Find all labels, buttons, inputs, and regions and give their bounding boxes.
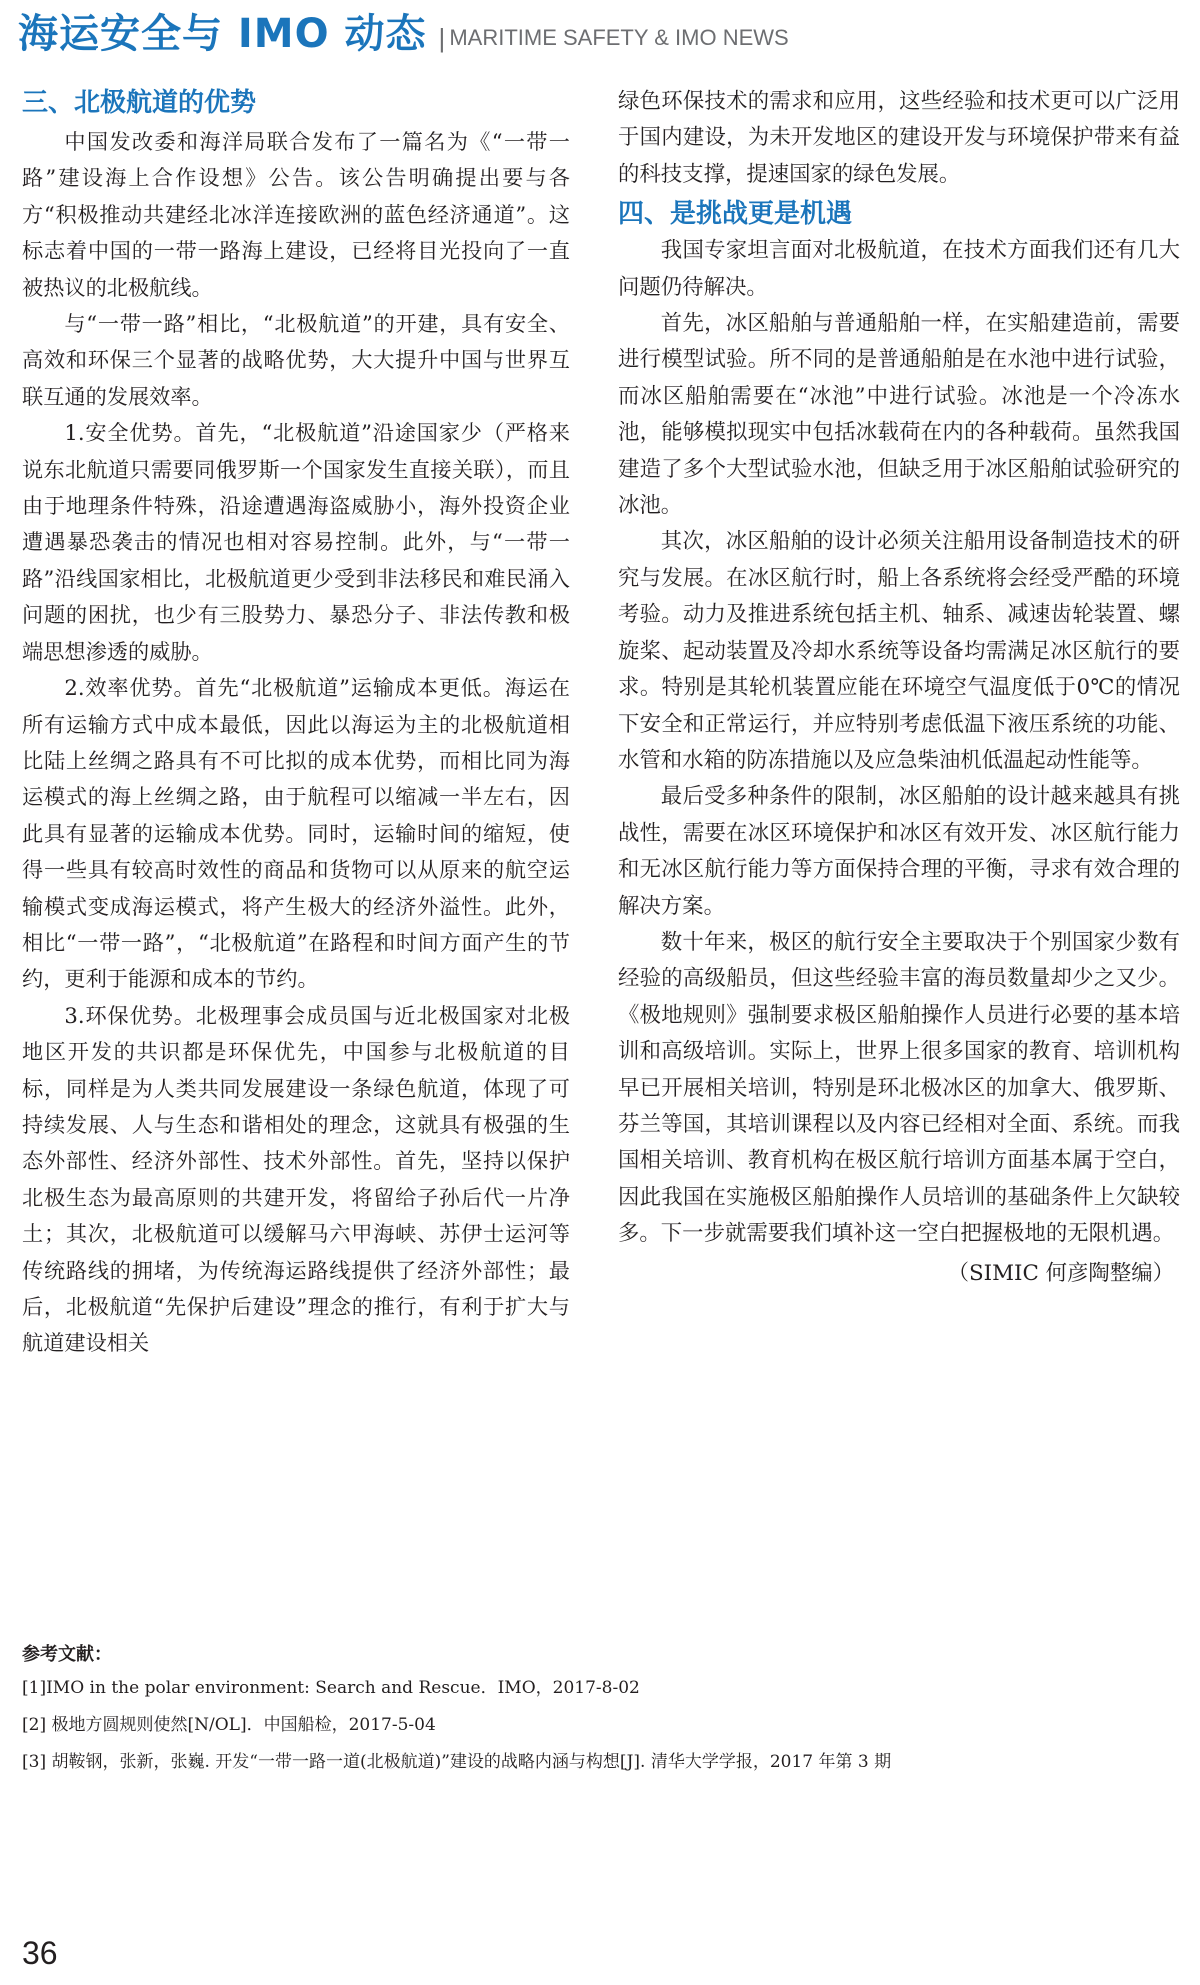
paragraph: 首先，冰区船舶与普通船舶一样，在实船建造前，需要进行模型试验。所不同的是普通船舶是在水池中进行试验，而冰区船舶需要在“冰池”中进行试验。冰池是一个冷冻水池，能够模拟现实中包括冰载荷在内的各种载荷。虽然我国建造了多个大型试验水池，但缺乏用于冰区船舶试验研究的冰池。: [618, 311, 1180, 519]
paragraph-safety-advantage: 1.安全优势。首先，“北极航道”沿途国家少（严格来说东北航道只需要同俄罗斯一个国家发生直接关联），而且由于地理条件特殊，沿途遭遇海盗威胁小，海外投资企业遭遇暴恐袭击的情况也相对容易控制。此外，与“一带一路”沿线国家相比，北极航道更少受到非法移民和难民涌入问题的困扰，也少有三股势力、暴恐分子、非法传教和极端思想渗透的威胁。: [22, 420, 570, 664]
heading-challenge-opportunity: 四、是挑战更是机遇: [618, 199, 853, 230]
paragraph-continued: 绿色环保技术的需求和应用，这些经验和技术更可以广泛用于国内建设，为未开发地区的建设开发与环境保护带来有益的科技支撑，提速国家的绿色发展。: [618, 89, 1180, 187]
paragraph: 最后受多种条件的限制，冰区船舶的设计越来越具有挑战性，需要在冰区环境保护和冰区有效开发、冰区航行能力和无冰区航行能力等方面保持合理的平衡，寻求有效合理的解决方案。: [618, 784, 1180, 919]
paragraph: 中国发改委和海洋局联合发布了一篇名为《“一带一路”建设海上合作设想》公告。该公告明确提出要与各方“积极推动共建经北冰洋连接欧洲的蓝色经济通道”。这标志着中国的一带一路海上建设，已经将目光投向了一直被热议的北极航线。: [22, 129, 570, 300]
paragraph: 数十年来，极区的航行安全主要取决于个别国家少数有经验的高级船员，但这些经验丰富的海员数量却少之又少。《极地规则》强制要求极区船舶操作人员进行必要的基本培训和高级培训。实际上，世界上很多国家的教育、培训机构早已开展相关培训，特别是环北极冰区的加拿大、俄罗斯、芬兰等国，其培训课程以及内容已经相对全面、系统。而我国相关培训、教育机构在极区航行培训方面基本属于空白，因此我国在实施极区船舶操作人员培训的基础条件上欠缺较多。下一步就需要我们填补这一空白把握极地的无限机遇。: [618, 929, 1180, 1247]
paragraph: 其次，冰区船舶的设计必须关注船用设备制造技术的研究与发展。在冰区航行时，船上各系统将会经受严酷的环境考验。动力及推进系统包括主机、轴系、减速齿轮装置、螺旋桨、起动装置及冷却水系统等设备均需满足冰区航行的要求。特别是其轮机装置应能在环境空气温度低于0℃的情况下安全和正常运行，并应特别考虑低温下液压系统的功能、水管和水箱的防冻措施以及应急柴油机低温起动性能等。: [618, 529, 1180, 773]
section-title-zh: 海运安全与 IMO 动态: [18, 11, 427, 57]
page-number: 36: [22, 1935, 58, 1971]
paragraph-environment-advantage: 3.环保优势。北极理事会成员国与近北极国家对北极地区开发的共识都是环保优先，中国参与北极航道的目标，同样是为人类共同发展建设一条绿色航道，体现了可持续发展、人与生态和谐相处的理念，这就具有极强的生态外部性、经济外部性、技术外部性。首先，坚持以保护北极生态为最高原则的共建开发，将留给子孙后代一片净土；其次，北极航道可以缓解马六甲海峡、苏伊士运河等传统路线的拥堵，为传统海运路线提供了经济外部性；最后，北极航道“先保护后建设”理念的推行，有利于扩大与航道建设相关: [22, 1002, 570, 1356]
right-column: [618, 84, 1180, 1291]
references: [22, 1640, 1182, 1781]
left-column: [22, 84, 570, 1362]
reference-item: [3] 胡鞍钢，张新，张巍. 开发“一带一路一道(北极航道)”建设的战略内涵与构想[J]. 清华大学学报，2017 年第 3 期: [22, 1752, 892, 1772]
paragraph: 与“一带一路”相比，“北极航道”的开建，具有安全、高效和环保三个显著的战略优势，大大提升中国与世界互联互通的发展效率。: [22, 311, 570, 409]
title-separator: |: [438, 23, 446, 53]
section-title-en: MARITIME SAFETY & IMO NEWS: [449, 25, 789, 50]
paragraph: 我国专家坦言面对北极航道，在技术方面我们还有几大问题仍待解决。: [618, 238, 1180, 300]
references-title: 参考文献：: [22, 1644, 112, 1665]
paragraph-efficiency-advantage: 2.效率优势。首先“北极航道”运输成本更低。海运在所有运输方式中成本最低，因此以海运为主的北极航道相比陆上丝绸之路具有不可比拟的成本优势，而相比同为海运模式的海上丝绸之路，由于航程可以缩减一半左右，因此具有显著的运输成本优势。同时，运输时间的缩短，使得一些具有较高时效性的商品和货物可以从原来的航空运输模式变成海运模式，将产生极大的经济外溢性。此外，相比“一带一路”，“北极航道”在路程和时间方面产生的节约，更利于能源和成本的节约。: [22, 675, 570, 992]
heading-arctic-advantages: 三、北极航道的优势: [22, 88, 257, 118]
reference-item: [2] 极地方圆规则使然[N/OL]．中国船检，2017-5-04: [22, 1715, 436, 1735]
page-header: [18, 4, 789, 60]
reference-item: [1]IMO in the polar environment: Search and Rescue．IMO，2017-8-02: [22, 1678, 640, 1698]
editor-credit: （SIMIC 何彦陶整编）: [947, 1260, 1174, 1286]
